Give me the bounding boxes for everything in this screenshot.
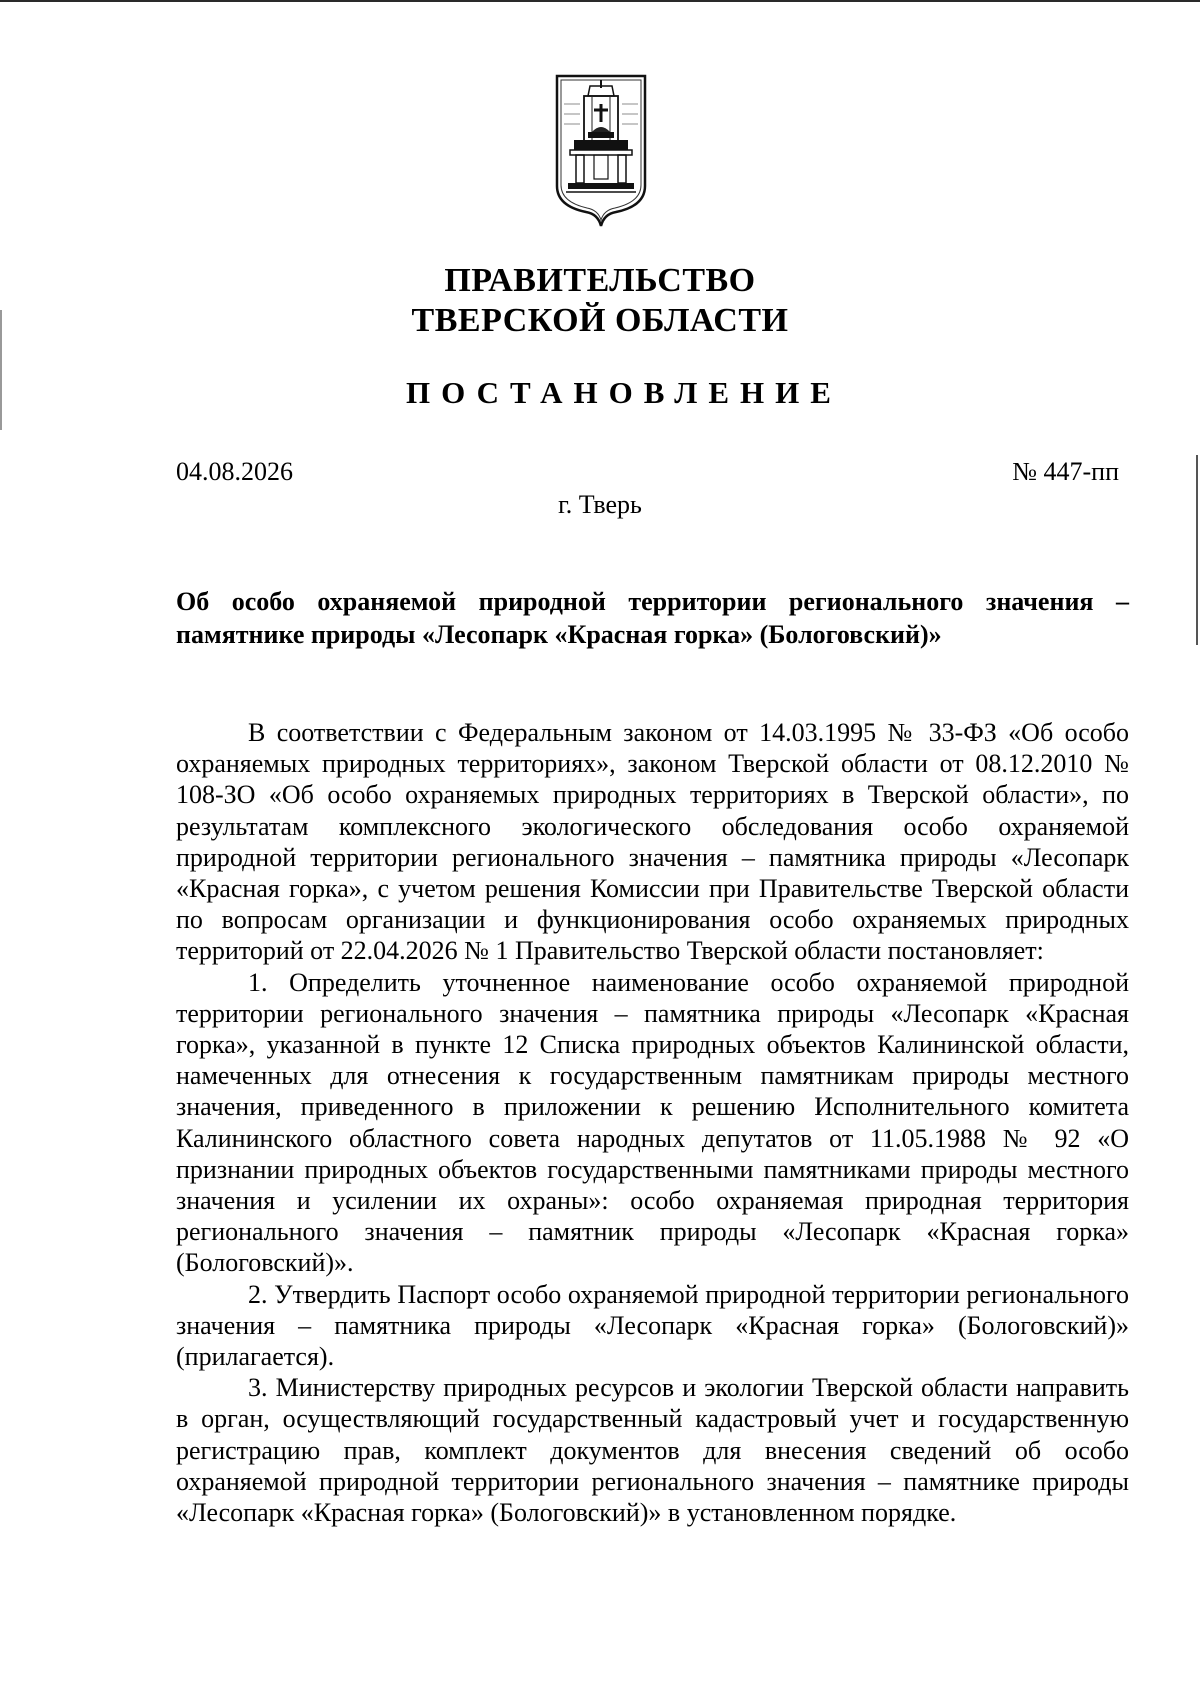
document-date: 04.08.2026 [176, 457, 293, 486]
item-paragraph-2: 2. Утвердить Паспорт особо охраняемой природной территории регионального значения – памятника природы «Лесопарк «Красная горка» (Бологовский)» (прилагается). [176, 1279, 1129, 1372]
subject-line: Об особо охраняемой природной территории регионального значения – [176, 587, 1129, 616]
organization-name-line1: ПРАВИТЕЛЬСТВО [444, 262, 756, 299]
preamble-paragraph: В соответствии с Федеральным законом от 14.03.1995 № 33-ФЗ «Об особо охраняемых природных территориях», законом Тверской области от 08.12.2010 № 108-ЗО «Об особо охраняемых природных территориях в Тверской области», по результатам комплексного экологического обследования особо охраняемой природной территории регионального значения – памятника природы «Лесопарк «Красная горка», с учетом решения Комиссии при Правительстве Тверской области по вопросам организации и функционирования особо охраняемых природных территорий от 22.04.2026 № 1 Правительство Тверской области постановляет: [176, 718, 1129, 966]
scan-edge [1196, 455, 1198, 645]
document-body [176, 717, 1129, 1528]
document-subject [176, 585, 1129, 651]
item-paragraph-1: 1. Определить уточненное наименование особо охраняемой природной территории регионального значения – памятника природы «Лесопарк «Красная горка», указанной в пункте 12 Списка природных объектов Калининской области, намеченных для отнесения к государственным памятникам природы местного значения, приведенного в приложении к решению Исполнительного комитета Калининского областного совета народных депутатов от 11.05.1988 № 92 «О признании природных объектов государственными памятниками природы местного значения и усилении их охраны»: особо охраняемая природная территория регионального значения – памятник природы «Лесопарк «Красная горка» (Бологовский)». [176, 967, 1129, 1278]
document-number: № 447-пп [1012, 457, 1119, 486]
organization-name-line2: ТВЕРСКОЙ ОБЛАСТИ [411, 302, 789, 339]
document-type-title: ПОСТАНОВЛЕНИЕ [406, 375, 842, 410]
item-paragraph-3: 3. Министерству природных ресурсов и экологии Тверской области направить в орган, осуществляющий государственный кадастровый учет и государственную регистрацию прав, комплект документов для внесения сведений об особо охраняемой природной территории регионального значения – памятнике природы «Лесопарк «Красная горка» (Бологовский)» в установленном порядке. [176, 1373, 1129, 1528]
tver-coat-of-arms-icon [554, 74, 648, 234]
subject-line: памятнике природы «Лесопарк «Красная горка» (Бологовский)» [176, 620, 942, 649]
document-city: г. Тверь [558, 490, 642, 519]
scan-edge [0, 0, 1200, 2]
